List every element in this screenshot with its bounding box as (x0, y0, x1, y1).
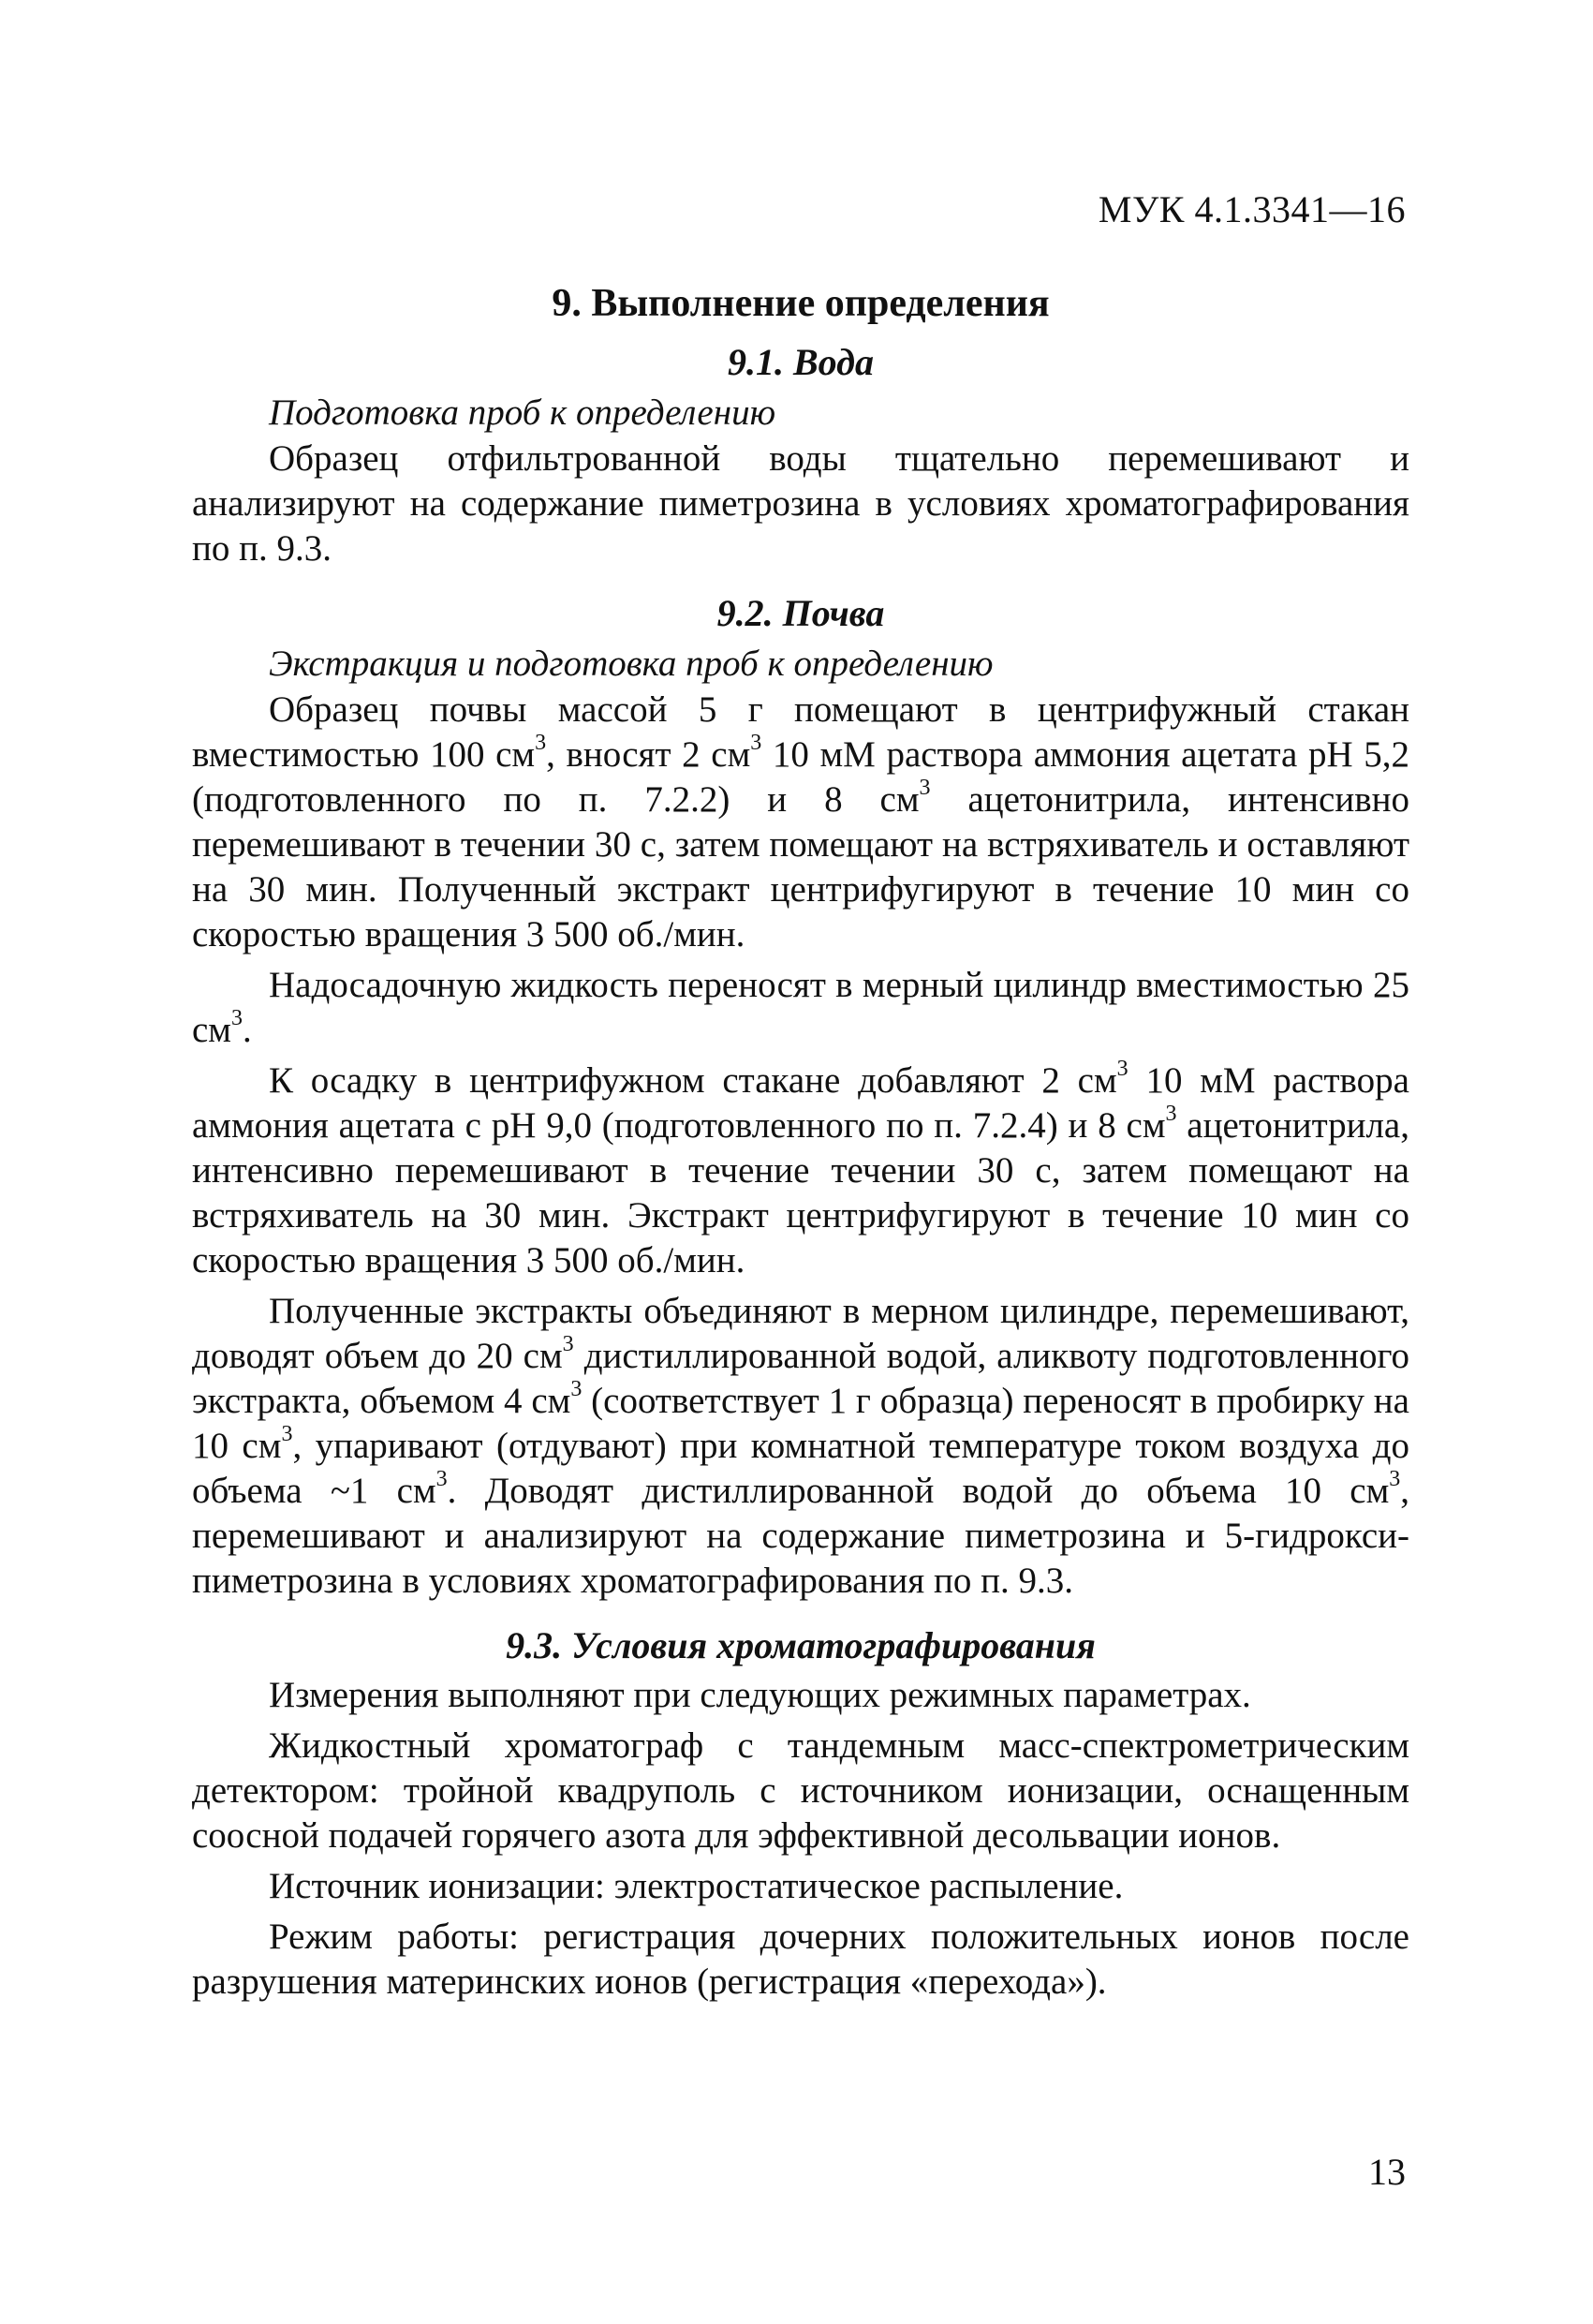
superscript: 3 (435, 1467, 448, 1491)
text-run: К осадку в центрифужном стакане добавляют 2 см (269, 1060, 1117, 1101)
soil-paragraph-4 (192, 1289, 1409, 1604)
soil-paragraph-2 (192, 963, 1409, 1053)
text-run: (соответствует 1 г образца) переносят в пробирку на 10 см (192, 1381, 1409, 1466)
superscript: 3 (750, 731, 762, 755)
text-run: 10 мМ раствора аммония ацетата pH 5,2 (подготовленного по п. 7.2.2) и 8 см (192, 734, 1409, 820)
page-number: 13 (1368, 2151, 1406, 2193)
text-run: Полученные экстракты объединяют в мерном цилиндре, перемешивают, доводят объем до 20 см (192, 1291, 1409, 1376)
soil-paragraph-3 (192, 1058, 1409, 1283)
text-run: , перемешивают и анализируют на содержание пиметрозина и 5-гидрокси-пиметрозина в условиях хроматографирования по п. 9.3. (192, 1471, 1409, 1601)
text-run: , вносят 2 см (546, 734, 751, 775)
subsection-soil-title: 9.2. Почва (716, 592, 885, 634)
page-content (192, 279, 1409, 2010)
text-run: , упаривают (отдувают) при комнатной температуре током воздуха до объема ~1 см (192, 1426, 1410, 1511)
chromatography-paragraph-3: Источник ионизации: электростатическое распыление. (269, 1866, 1124, 1906)
water-subheading: Подготовка проб к определению (269, 392, 776, 433)
text-run: ацетонитрила, интенсивно перемешивают в течение течении 30 с, затем помещают на встряхиватель на 30 мин. Экстракт центрифугируют в течение 10 мин со скоростью вращения 3 500 об./мин. (192, 1105, 1409, 1280)
text-run: дистиллированной водой, аликвоту подготовленного экстракта, объемом 4 см (192, 1336, 1409, 1421)
soil-subheading: Экстракция и подготовка проб к определению (269, 644, 994, 684)
superscript: 3 (1165, 1102, 1177, 1126)
subsection-chromatography-title: 9.3. Условия хроматографирования (506, 1624, 1096, 1666)
text-run: ацетонитрила, интенсивно перемешивают в течении 30 с, затем помещают на встряхиватель и оставляют на 30 мин. Полученный экстракт центрифугируют в течение 10 мин со скоростью вращения 3 500 об./мин. (192, 779, 1409, 955)
chromatography-paragraph-1: Измерения выполняют при следующих режимных параметрах. (269, 1675, 1251, 1715)
superscript: 3 (570, 1377, 583, 1401)
text-run: Образец почвы массой 5 г помещают в центрифужный стакан вместимостью 100 см (192, 689, 1409, 775)
text-run: 10 мМ раствора аммония ацетата с pH 9,0 (подготовленного по п. 7.2.4) и 8 см (192, 1060, 1409, 1146)
soil-paragraph-1 (192, 688, 1409, 957)
text-run: . (243, 1010, 252, 1050)
superscript: 3 (535, 731, 547, 755)
superscript: 3 (231, 1006, 243, 1030)
chromatography-paragraph-2: Жидкостный хроматограф с тандемным масс-спектрометрическим детектором: тройной квадруполь с источником ионизации, оснащенным соосной подачей горячего азота для эффективной десольвации ионов. (192, 1725, 1409, 1856)
superscript: 3 (562, 1332, 574, 1356)
text-run: . Доводят дистиллированной водой до объема 10 см (447, 1471, 1390, 1511)
superscript: 3 (1116, 1057, 1128, 1081)
superscript: 3 (919, 776, 931, 800)
text-run: Надосадочную жидкость переносят в мерный цилиндр вместимостью 25 см (192, 965, 1409, 1050)
subsection-water-title: 9.1. Вода (728, 341, 874, 383)
superscript: 3 (281, 1422, 293, 1446)
document-code: МУК 4.1.3341—16 (1098, 188, 1406, 230)
section-title: 9. Выполнение определения (552, 282, 1050, 325)
water-paragraph-1: Образец отфильтрованной воды тщательно перемешивают и анализируют на содержание пиметрозина в условиях хроматографирования по п. 9.3. (192, 438, 1409, 569)
chromatography-paragraph-4: Режим работы: регистрация дочерних положительных ионов после разрушения материнских ионов (регистрация «перехода»). (192, 1917, 1409, 2002)
superscript: 3 (1389, 1467, 1401, 1491)
